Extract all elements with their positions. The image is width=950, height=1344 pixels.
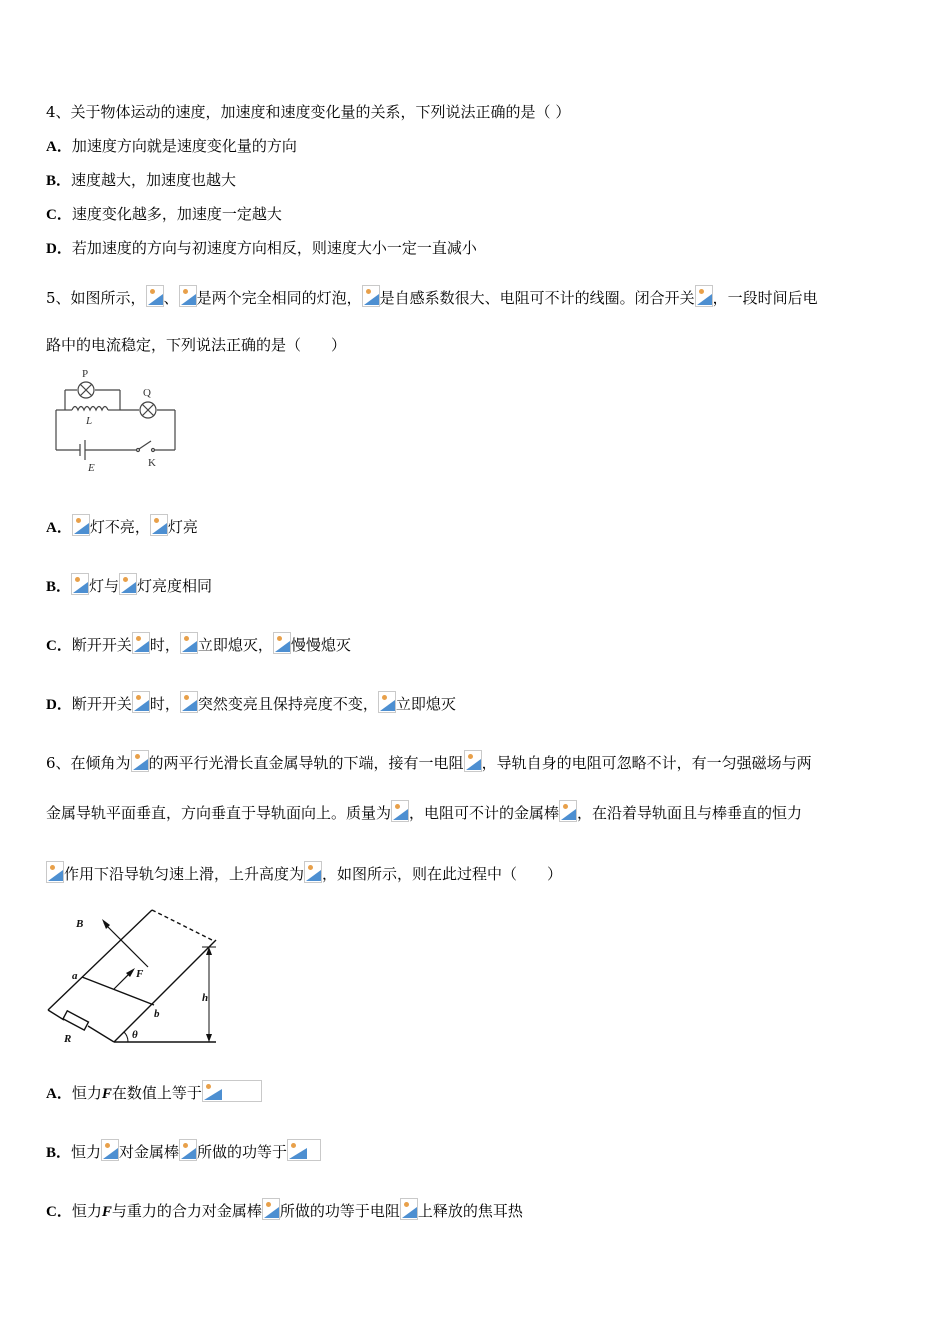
broken-image-icon [362, 285, 380, 307]
q5-option-b: B． 灯与 灯亮度相同 [46, 573, 212, 597]
q5-circuit-figure [50, 368, 185, 473]
q6-incline-figure [44, 905, 224, 1050]
broken-image-icon [400, 1198, 418, 1220]
broken-image-icon [131, 750, 149, 772]
label-theta: θ [132, 1029, 138, 1041]
broken-image-icon [146, 285, 164, 307]
label-a: a [72, 970, 78, 982]
broken-image-icon [695, 285, 713, 307]
q4-option-b: B．速度越大，加速度也越大 [46, 171, 237, 189]
broken-image-icon [180, 691, 198, 713]
broken-image-icon [119, 573, 137, 595]
label-rod-b: b [154, 1008, 160, 1020]
broken-image-icon [464, 750, 482, 772]
broken-image-icon [71, 573, 89, 595]
q6-option-b: B．恒力 对金属棒 所做的功等于 [46, 1139, 321, 1163]
label-l: L [86, 415, 93, 427]
broken-image-icon [273, 632, 291, 654]
label-f: F [136, 968, 144, 980]
q6-stem-line3: 作用下沿导轨匀速上滑，上升高度为 ，如图所示，则在此过程中（ ） [46, 861, 562, 884]
broken-image-icon [132, 691, 150, 713]
broken-image-icon [46, 861, 64, 883]
broken-image-icon [378, 691, 396, 713]
q6-option-c: C．恒力F与重力的合力对金属棒 所做的功等于电阻 上释放的焦耳热 [46, 1198, 523, 1222]
broken-image-icon [287, 1139, 321, 1161]
label-p: P [82, 368, 89, 380]
broken-image-icon [132, 632, 150, 654]
q6-stem-line2: 金属导轨平面垂直，方向垂直于导轨面向上。质量为 ，电阻可不计的金属棒 ，在沿着导轨面且与棒垂直的恒力 [46, 800, 802, 823]
q5-stem-line1: 5、如图所示， 、 是两个完全相同的灯泡， 是自感系数很大、电阻可不计的线圈。闭合开关 ，一段时间后电 [46, 285, 818, 308]
q4-option-a: A．加速度方向就是速度变化量的方向 [46, 137, 297, 155]
broken-image-icon [391, 800, 409, 822]
q6-option-a: A．恒力F在数值上等于 [46, 1080, 262, 1104]
broken-image-icon [304, 861, 322, 883]
q5-stem-line2: 路中的电流稳定，下列说法正确的是（ ） [46, 336, 347, 354]
broken-image-icon [72, 514, 90, 536]
q6-stem-line1: 6、在倾角为 的两平行光滑长直金属导轨的下端，接有一电阻 ，导轨自身的电阻可忽略不计，有一匀强磁场与两 [46, 750, 812, 773]
broken-image-icon [179, 285, 197, 307]
broken-image-icon [180, 632, 198, 654]
q5-option-a: A． 灯不亮， 灯亮 [46, 514, 198, 538]
broken-image-icon [101, 1139, 119, 1161]
broken-image-icon [202, 1080, 262, 1102]
label-b: B [76, 918, 84, 930]
broken-image-icon [559, 800, 577, 822]
broken-image-icon [150, 514, 168, 536]
broken-image-icon [262, 1198, 280, 1220]
q4-stem: 4、关于物体运动的速度，加速度和速度变化量的关系，下列说法正确的是（ ） [46, 103, 571, 121]
label-q: Q [143, 387, 151, 399]
q5-option-d: D．断开开关 时， 突然变亮且保持亮度不变， 立即熄灭 [46, 691, 456, 715]
q4-option-c: C．速度变化越多，加速度一定越大 [46, 205, 282, 223]
label-h: h [202, 992, 209, 1004]
label-e: E [88, 462, 95, 473]
label-k: K [148, 457, 156, 469]
q5-option-c: C．断开开关 时， 立即熄灭， 慢慢熄灭 [46, 632, 351, 656]
broken-image-icon [179, 1139, 197, 1161]
label-r: R [64, 1033, 72, 1045]
q4-option-d: D．若加速度的方向与初速度方向相反，则速度大小一定一直减小 [46, 239, 477, 257]
